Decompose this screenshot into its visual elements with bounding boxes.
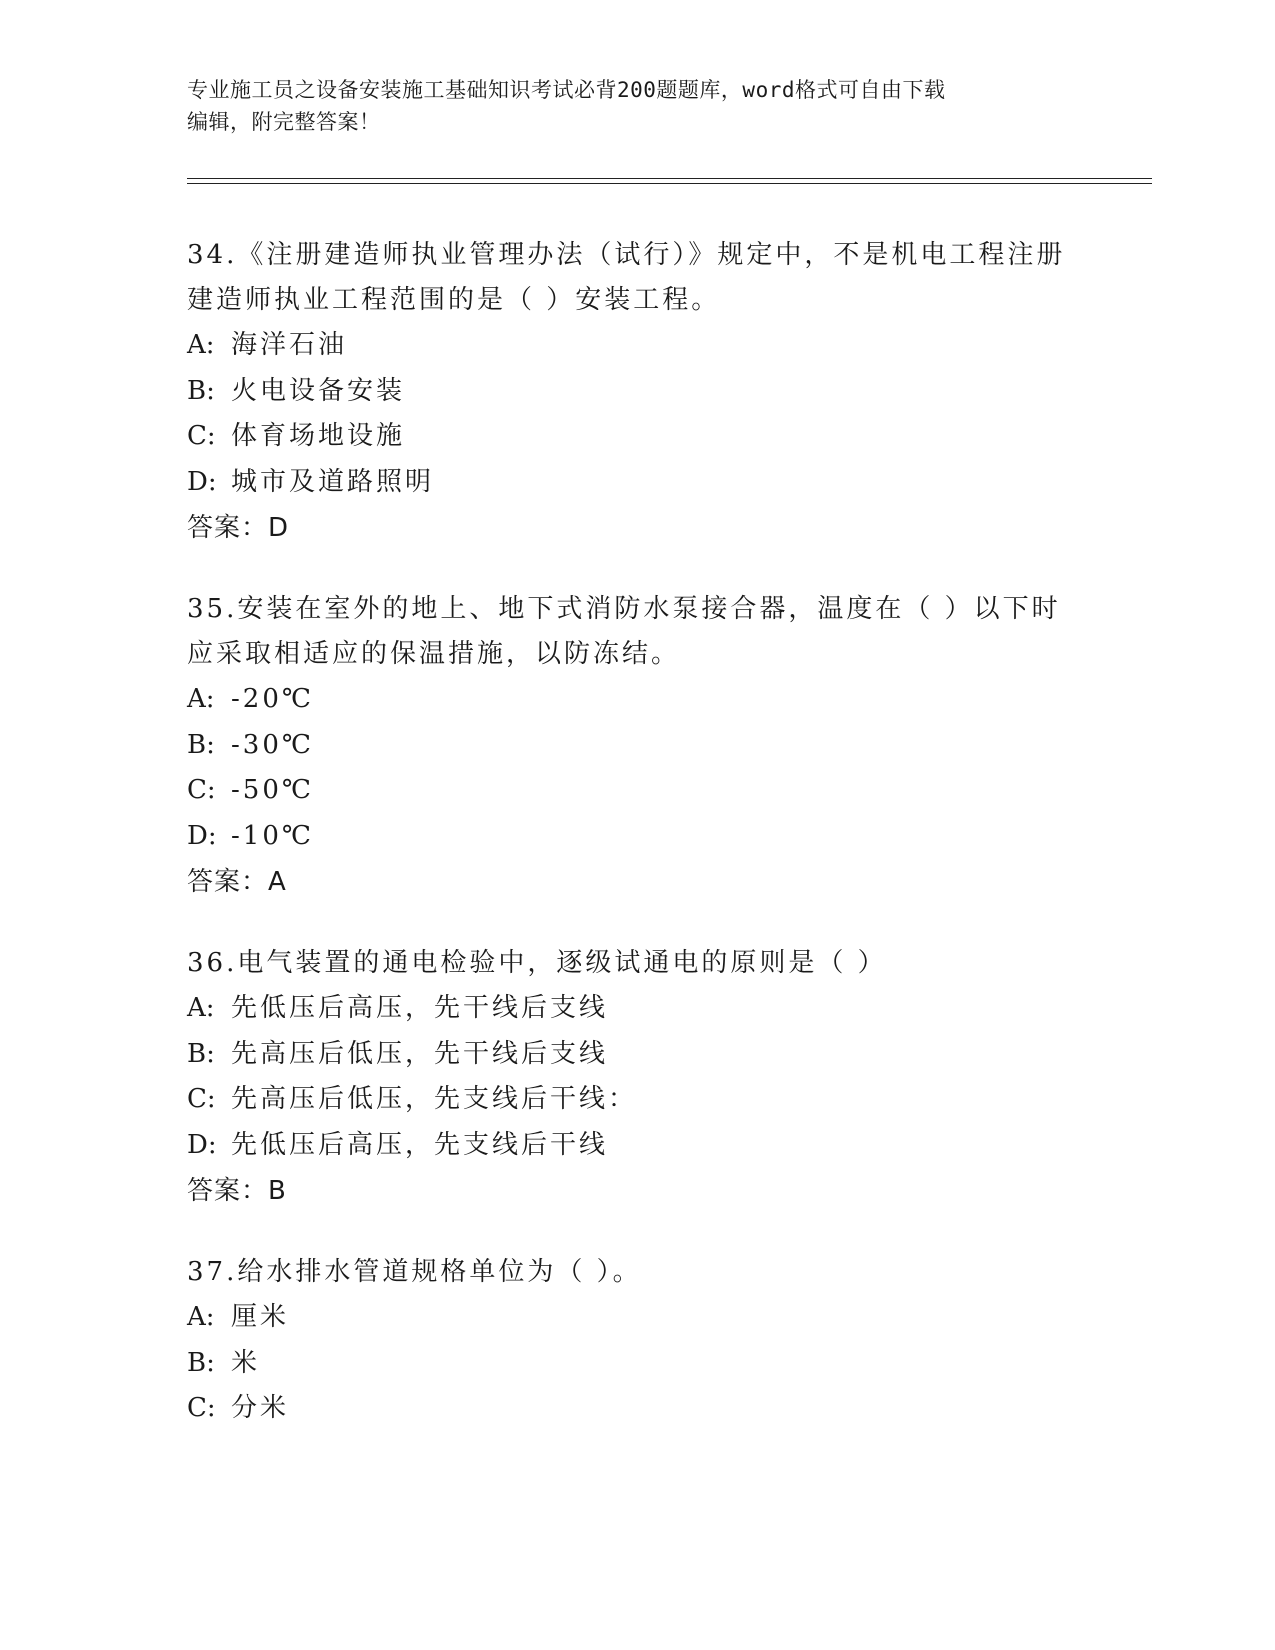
question-34 (187, 233, 1087, 551)
option-text: -20℃ (231, 684, 314, 714)
option-text: 先低压后高压，先支线后干线 (231, 1129, 609, 1160)
question-text: 37.给水排水管道规格单位为（ ）。 (187, 1257, 642, 1287)
option-text: -50℃ (231, 775, 314, 805)
option-d (187, 1123, 1087, 1169)
option-c (187, 414, 1087, 460)
option-text: 体育场地设施 (231, 421, 406, 451)
header-title-line-1: 专业施工员之设备安装施工基础知识考试必背200题题库，word格式可自由下载 (187, 78, 946, 102)
option-c (187, 1386, 1087, 1432)
option-key: A: (187, 330, 215, 360)
option-key: C: (187, 1084, 216, 1114)
option-text: -10℃ (231, 820, 314, 851)
option-a (187, 1295, 1087, 1341)
option-key: B: (187, 1347, 215, 1378)
question-37 (187, 1250, 1087, 1432)
header-title-line-2: 编辑，附完整答案！ (187, 110, 381, 134)
option-b (187, 369, 1087, 415)
option-b (187, 1341, 1087, 1387)
option-c (187, 1077, 1087, 1123)
option-key: D: (187, 1129, 217, 1160)
option-text: 厘米 (231, 1302, 290, 1332)
header-divider-bottom (187, 183, 1152, 184)
question-list (187, 233, 1087, 1468)
document-header (187, 74, 1067, 138)
option-a (187, 986, 1087, 1032)
header-divider-top (187, 178, 1152, 179)
question-35 (187, 587, 1087, 905)
option-text: 先高压后低压，先干线后支线 (231, 1038, 609, 1069)
option-b (187, 1032, 1087, 1078)
option-key: B: (187, 729, 215, 760)
option-a (187, 323, 1087, 369)
option-key: C: (187, 421, 216, 451)
option-key: C: (187, 775, 216, 805)
option-d (187, 460, 1087, 506)
option-text: 先低压后高压，先干线后支线 (231, 993, 609, 1023)
question-text: 34.《注册建造师执业管理办法（试行）》规定中，不是机电工程注册建造师执业工程范围的是（ ）安装工程。 (187, 240, 1066, 315)
option-text: 先高压后低压，先支线后干线： (231, 1084, 638, 1114)
answer-line: 答案：D (187, 513, 290, 543)
question-36 (187, 941, 1087, 1214)
option-key: C: (187, 1393, 216, 1423)
option-d (187, 814, 1087, 860)
option-key: A: (187, 1302, 215, 1332)
option-key: A: (187, 684, 215, 714)
option-key: A: (187, 993, 215, 1023)
option-c (187, 768, 1087, 814)
question-text: 35.安装在室外的地上、地下式消防水泵接合器，温度在（ ）以下时应采取相适应的保温措施，以防冻结。 (187, 594, 1061, 669)
question-text: 36.电气装置的通电检验中，逐级试通电的原则是（ ） (187, 948, 887, 978)
option-text: 火电设备安装 (231, 375, 406, 406)
option-a (187, 677, 1087, 723)
option-key: D: (187, 820, 217, 851)
option-text: 城市及道路照明 (231, 466, 435, 497)
option-key: B: (187, 375, 215, 406)
option-text: -30℃ (231, 729, 314, 760)
option-text: 分米 (231, 1393, 290, 1423)
answer-line: 答案：B (187, 1176, 287, 1206)
option-b (187, 723, 1087, 769)
answer-line: 答案：A (187, 867, 287, 897)
option-key: D: (187, 466, 217, 497)
option-key: B: (187, 1038, 215, 1069)
option-text: 海洋石油 (231, 330, 348, 360)
option-text: 米 (231, 1347, 261, 1378)
